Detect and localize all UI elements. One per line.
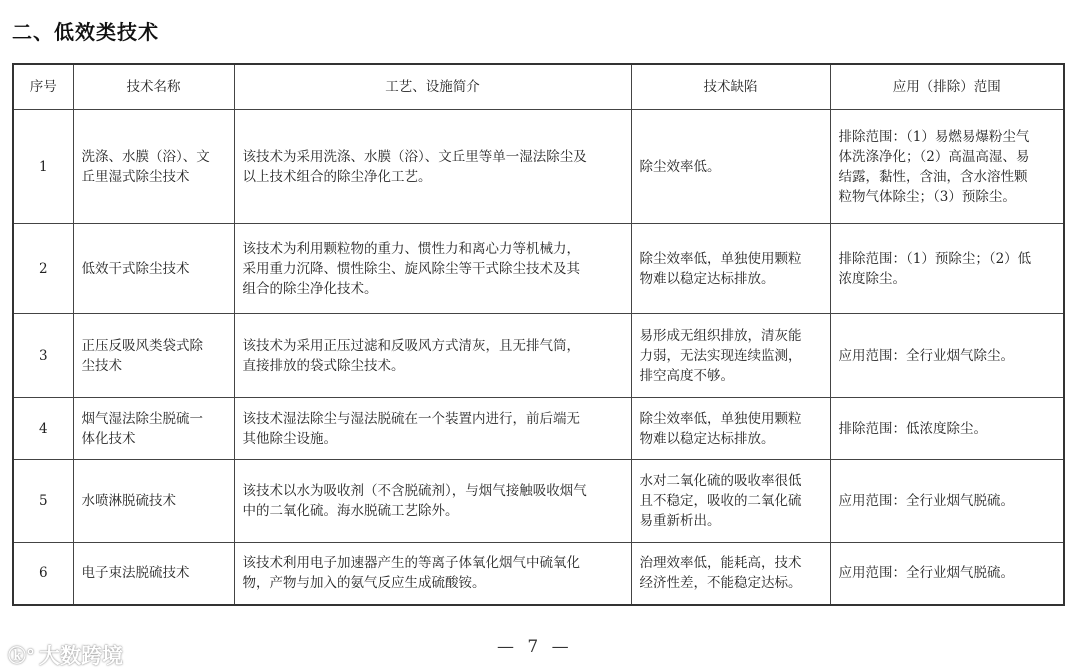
header-scope: 应用（排除）范围 [830, 64, 1064, 110]
cell-no: 2 [13, 224, 73, 314]
cell-desc [234, 398, 631, 460]
table-header-row [13, 64, 1064, 110]
section-title: 二、低效类技术 [12, 20, 159, 44]
cell-name [73, 224, 234, 314]
cell-text-line: 低效干式除尘技术 [81, 260, 190, 277]
cell-text-line: 丘里湿式除尘技术 [81, 168, 190, 185]
cell-text-line: 尘技术 [81, 357, 122, 374]
logo-icon: ⓚ° [8, 646, 35, 667]
cell-text-line: 排除范围：低浓度除尘。 [838, 420, 987, 437]
cell-text-line: 浓度除尘。 [838, 270, 906, 287]
cell-text-line: 洗涤、水膜（浴）、文 [81, 148, 210, 165]
cell-name [73, 314, 234, 398]
cell-text-line: 该技术利用电子加速器产生的等离子体氧化烟气中硫氧化 [242, 555, 580, 572]
table-row [13, 224, 1064, 314]
cell-text-line: 易形成无组织排放，清灰能 [639, 327, 802, 344]
cell-text-line: 除尘效率低，单独使用颗粒 [639, 410, 802, 427]
cell-text-line: 直接排放的袋式除尘技术。 [242, 357, 405, 374]
cell-no: 3 [13, 314, 73, 398]
cell-desc [234, 460, 631, 543]
header-desc: 工艺、设施简介 [234, 64, 631, 110]
cell-text-line: 烟气湿法除尘脱硫一 [81, 410, 203, 427]
cell-no: 6 [13, 543, 73, 605]
cell-text-line: 排除范围：（1）预除尘；（2）低 [838, 250, 1032, 267]
cell-text-line: 该技术为采用洗涤、水膜（浴）、文丘里等单一湿法除尘及 [242, 148, 587, 165]
cell-desc [234, 110, 631, 224]
table-row [13, 314, 1064, 398]
low-efficiency-tech-table [12, 63, 1065, 606]
cell-text-line: 水对二氧化硫的吸收率很低 [639, 473, 802, 489]
table-row [13, 543, 1064, 605]
page-number: — 7 — [497, 637, 573, 657]
cell-scope [830, 224, 1064, 314]
cell-name [73, 543, 234, 605]
cell-text-line: 易重新析出。 [639, 513, 721, 529]
cell-defect [631, 110, 830, 224]
cell-text-line: 电子束法脱硫技术 [81, 565, 190, 582]
cell-text-line: 除尘效率低。 [639, 158, 721, 175]
cell-text-line: 治理效率低，能耗高，技术 [639, 555, 802, 572]
header-defect: 技术缺陷 [631, 64, 830, 110]
cell-no: 1 [13, 110, 73, 224]
cell-desc [234, 314, 631, 398]
table-row [13, 110, 1064, 224]
watermark-logo [8, 640, 123, 670]
cell-defect [631, 314, 830, 398]
cell-text-line: 其他除尘设施。 [242, 430, 337, 447]
watermark-text: 大数跨境 [39, 644, 123, 668]
cell-text-line: 力弱，无法实现连续监测， [639, 347, 802, 364]
cell-text-line: 物难以稳定达标排放。 [639, 430, 775, 447]
cell-text-line: 结露，黏性，含油，含水溶性颗 [838, 168, 1028, 185]
cell-text-line: 除尘效率低，单独使用颗粒 [639, 250, 802, 267]
cell-name [73, 460, 234, 543]
cell-text-line: 体化技术 [81, 430, 136, 447]
cell-defect [631, 398, 830, 460]
cell-text-line: 物，产物与加入的氨气反应生成硫酸铵。 [242, 575, 486, 592]
cell-defect [631, 460, 830, 543]
cell-text-line: 该技术为采用正压过滤和反吸风方式清灰，且无排气筒， [242, 337, 580, 354]
cell-scope [830, 398, 1064, 460]
cell-defect [631, 224, 830, 314]
cell-desc [234, 543, 631, 605]
header-name: 技术名称 [73, 64, 234, 110]
cell-name [73, 398, 234, 460]
cell-text-line: 正压反吸风类袋式除 [81, 337, 203, 354]
cell-scope [830, 110, 1064, 224]
cell-text-line: 中的二氧化硫。海水脱硫工艺除外。 [242, 503, 459, 519]
header-no: 序号 [13, 64, 73, 110]
cell-no: 4 [13, 398, 73, 460]
cell-text-line: 应用范围：全行业烟气除尘。 [838, 347, 1014, 364]
cell-text-line: 采用重力沉降、惯性除尘、旋风除尘等干式除尘技术及其 [242, 260, 580, 277]
cell-scope [830, 460, 1064, 543]
table-row [13, 398, 1064, 460]
cell-name [73, 110, 234, 224]
cell-text-line: 该技术为利用颗粒物的重力、惯性力和离心力等机械力， [242, 240, 580, 257]
cell-text-line: 排除范围：（1）易燃易爆粉尘气 [838, 128, 1030, 145]
cell-no: 5 [13, 460, 73, 543]
cell-text-line: 组合的除尘净化技术。 [242, 280, 378, 297]
cell-desc [234, 224, 631, 314]
cell-text-line: 应用范围：全行业烟气脱硫。 [838, 565, 1014, 582]
cell-text-line: 且不稳定，吸收的二氧化硫 [639, 493, 802, 509]
cell-text-line: 应用范围：全行业烟气脱硫。 [838, 493, 1014, 509]
cell-text-line: 水喷淋脱硫技术 [81, 493, 176, 509]
cell-text-line: 排空高度不够。 [639, 367, 734, 384]
cell-text-line: 经济性差，不能稳定达标。 [639, 575, 802, 592]
cell-scope [830, 314, 1064, 398]
cell-text-line: 体洗涤净化；（2）高温高湿、易 [838, 148, 1030, 165]
cell-text-line: 该技术以水为吸收剂（不含脱硫剂），与烟气接触吸收烟气 [242, 483, 587, 499]
cell-text-line: 物难以稳定达标排放。 [639, 270, 775, 287]
cell-defect [631, 543, 830, 605]
cell-text-line: 粒物气体除尘；（3）预除尘。 [838, 188, 1016, 205]
cell-text-line: 以上技术组合的除尘净化工艺。 [242, 168, 432, 185]
cell-scope [830, 543, 1064, 605]
table-row [13, 460, 1064, 543]
cell-text-line: 该技术湿法除尘与湿法脱硫在一个装置内进行，前后端无 [242, 410, 580, 427]
